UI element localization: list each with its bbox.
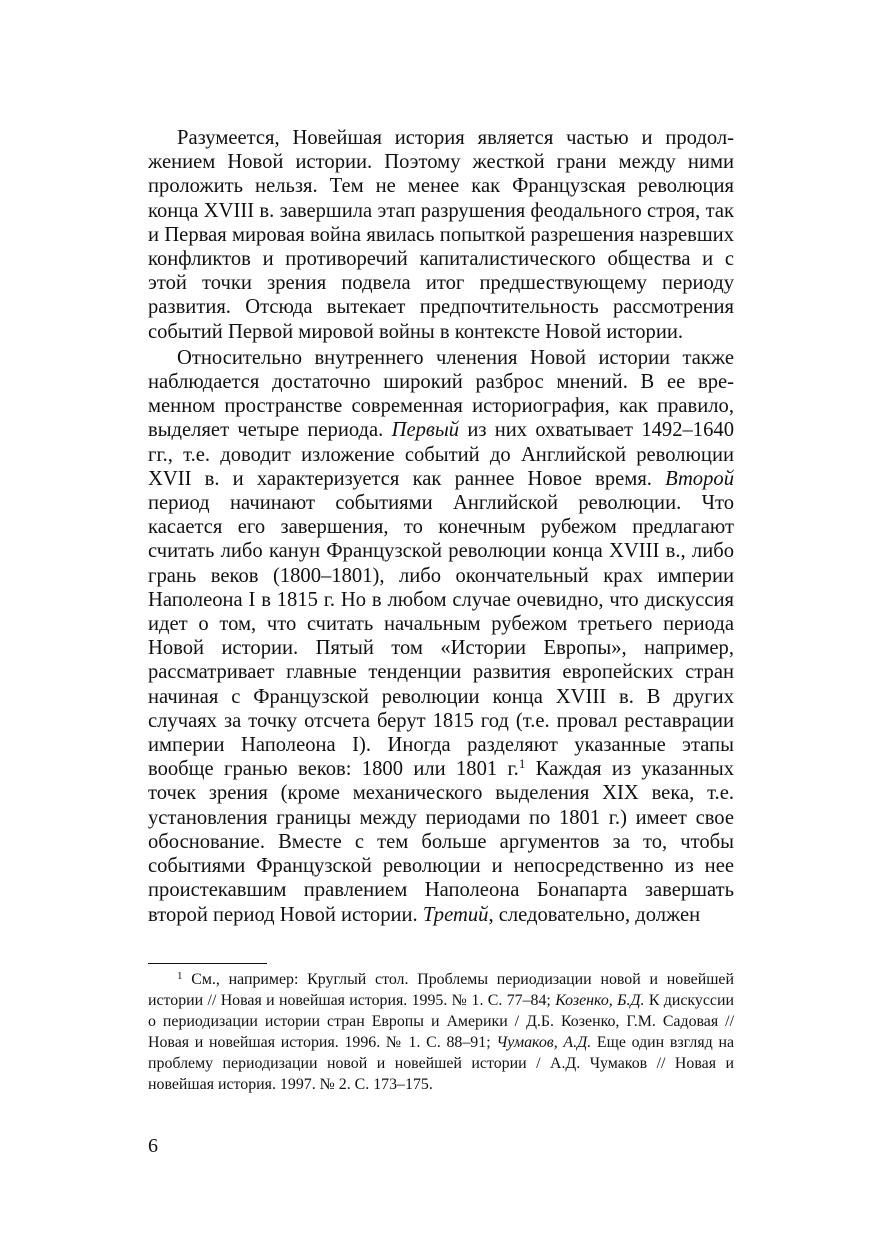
paragraph-1-text: Разумеется, Новейшая история является частью и продолжением Новой истории. Поэтому жесткой грани между ними проложить нельзя. Тем не менее как Французская революция конца XVIII в. завершила этап разрушения феодального строя, так и Первая мировая война явилась попыткой разрешения назревших конфликтов и противоречий капиталистического общества и с этой точки зрения подвела итог предшествующему периоду развития. Отсюда вытекает предпочтительность рассмотрения событий Первой мировой войны в контексте Новой истории. — [148, 127, 734, 343]
page-number: 6 — [148, 1135, 158, 1157]
footnote-marker: 1 — [177, 970, 183, 982]
footnote-separator — [148, 963, 267, 964]
term-third: Третий — [422, 903, 489, 926]
footnote-reference: 1 — [518, 756, 526, 772]
footnote-text-c: Еще один взгляд на проблему периодизации новой и новейшей истории / А.Д. Чумаков // Новая и новейшая история. 1997. № 2. С. 173–175. — [148, 1034, 734, 1093]
paragraph-2-text-e: , следовательно, должен — [488, 903, 701, 926]
paragraph-2-text-b: из них охватывает 1492–1640 гг., т.е. доводит изложение событий до Английской революции XVII в. и характеризуется как раннее Новое время. — [148, 419, 734, 490]
main-text — [148, 126, 734, 927]
term-second: Второй — [665, 467, 734, 490]
footnote-author-kozenko: Козенко, Б.Д. — [555, 992, 645, 1009]
term-first: Первый — [391, 419, 460, 442]
paragraph-2-text-a: Относительно внутреннего членения Новой истории также наблюдается достаточно широкий разброс мнений. В ее временном пространстве современная историография, как правило, выделяет четыре периода. — [148, 346, 734, 442]
footnote — [148, 969, 734, 1095]
paragraph-2-text-d: Каждая из указанных точек зрения (кроме механического выделения XIX века, т.е. установления границы между периодами по 1801 г.) имеет свое обоснование. Вместе с тем больше аргументов за то, чтобы событиями Французской революции и непосредственно из нее проистекавшим правлением Наполеона Бонапарта завершать второй период Новой истории. — [148, 758, 735, 926]
paragraph-1 — [148, 126, 734, 344]
paragraph-2 — [148, 346, 734, 927]
paragraph-2-text-c: период начинают событиями Английской революции. Что касается его завершения, то конечным рубежом предлагают считать либо канун Французской революции конца XVIII в., либо грань веков (1800–1801), либо окончательный крах империи Наполеона I в 1815 г. Но в любом случае очевидно, что дискуссия идет о том, что считать начальным рубежом третьего периода Новой истории. Пятый том «Истории Европы», например, рассматривает главные тенденции развития европейских стран начиная с Французской революции конца XVIII в. В других случаях за точку отсчета берут 1815 год (т.е. провал реставрации империи Наполеона I). Иногда разделяют указанные этапы вообще гранью веков: 1800 или 1801 г. — [148, 492, 734, 781]
footnote-author-chumakov: Чумаков, А.Д. — [496, 1034, 592, 1051]
footnote-text-a: См., например: Круглый стол. Проблемы периодизации новой и новейшей истории // Новая и новейшая история. 1995. № 1. С. 77–84; — [148, 971, 734, 1009]
footnote-text-b: К дискуссии о периодизации истории стран Европы и Америки / Д.Б. Козенко, Г.М. Садовая // Новая и новейшая история. 1996. № 1. С. 88–91; — [148, 992, 734, 1051]
